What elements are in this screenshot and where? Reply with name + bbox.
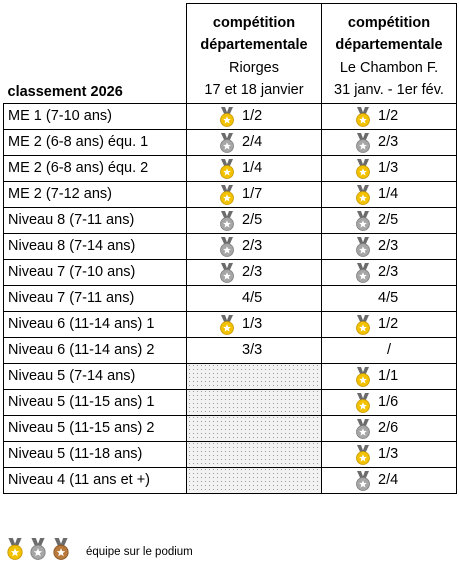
table-row bbox=[4, 207, 457, 233]
result-cell bbox=[187, 181, 322, 207]
table-row bbox=[4, 233, 457, 259]
competition-2-line2: départementale bbox=[335, 37, 443, 53]
result-cell-empty bbox=[187, 389, 322, 415]
result-value: 3/3 bbox=[242, 341, 263, 358]
result-cell-empty bbox=[187, 363, 322, 389]
result-cell bbox=[187, 285, 322, 311]
result-value: 2/4 bbox=[378, 471, 399, 488]
bronze-medal-icon bbox=[50, 538, 72, 560]
table-row bbox=[4, 129, 457, 155]
result-cell bbox=[187, 337, 322, 363]
result-value: 1/4 bbox=[378, 185, 399, 202]
result-value: 1/4 bbox=[242, 159, 263, 176]
result-cell bbox=[187, 129, 322, 155]
table-row bbox=[4, 155, 457, 181]
category-name: Niveau 4 (11 ans et +) bbox=[4, 467, 187, 493]
result-cell bbox=[322, 259, 457, 285]
result-value: 2/3 bbox=[242, 263, 263, 280]
result-value: 1/2 bbox=[242, 107, 263, 124]
category-name: Niveau 7 (7-10 ans) bbox=[4, 259, 187, 285]
result-cell bbox=[187, 259, 322, 285]
result-cell bbox=[187, 311, 322, 337]
result-value: 1/3 bbox=[378, 159, 399, 176]
competition-1-date: 17 et 18 janvier bbox=[204, 82, 304, 98]
competition-header-2 bbox=[322, 4, 457, 104]
result-cell bbox=[322, 337, 457, 363]
competition-2-place: Le Chambon F. bbox=[339, 59, 439, 76]
ranking-table bbox=[3, 3, 457, 494]
table-row bbox=[4, 285, 457, 311]
result-cell-empty bbox=[187, 441, 322, 467]
competition-1-place: Riorges bbox=[229, 59, 279, 76]
result-cell bbox=[187, 233, 322, 259]
result-value: 2/5 bbox=[378, 211, 399, 228]
category-name: Niveau 6 (11-14 ans) 1 bbox=[4, 311, 187, 337]
result-cell bbox=[322, 103, 457, 129]
result-cell bbox=[322, 181, 457, 207]
result-cell bbox=[322, 207, 457, 233]
table-row bbox=[4, 467, 457, 493]
result-cell-empty bbox=[187, 415, 322, 441]
category-name: Niveau 6 (11-14 ans) 2 bbox=[4, 337, 187, 363]
competition-header-1 bbox=[187, 4, 322, 104]
result-cell bbox=[322, 155, 457, 181]
category-name: Niveau 5 (11-15 ans) 2 bbox=[4, 415, 187, 441]
result-cell bbox=[322, 467, 457, 493]
result-value: 2/3 bbox=[378, 133, 399, 150]
result-cell bbox=[322, 415, 457, 441]
result-value: 2/6 bbox=[378, 419, 399, 436]
result-value: 4/5 bbox=[242, 289, 263, 306]
result-value: 1/2 bbox=[378, 315, 399, 332]
result-value: 2/3 bbox=[378, 237, 399, 254]
result-cell bbox=[187, 155, 322, 181]
result-cell bbox=[322, 389, 457, 415]
result-cell-empty bbox=[187, 467, 322, 493]
result-value: 2/3 bbox=[378, 263, 399, 280]
table-row bbox=[4, 389, 457, 415]
result-value: 2/4 bbox=[242, 133, 263, 150]
category-name: ME 2 (7-12 ans) bbox=[4, 181, 187, 207]
competition-1-line1: compétition bbox=[212, 14, 296, 31]
table-row bbox=[4, 441, 457, 467]
result-value: 1/2 bbox=[378, 107, 399, 124]
header-row bbox=[4, 4, 457, 104]
table-row bbox=[4, 337, 457, 363]
competition-2-line1: compétition bbox=[347, 14, 431, 31]
category-name: ME 1 (7-10 ans) bbox=[4, 103, 187, 129]
category-name: Niveau 5 (11-18 ans) bbox=[4, 441, 187, 467]
competition-1-line2: départementale bbox=[200, 37, 308, 53]
legend-text: équipe sur le podium bbox=[86, 545, 193, 558]
table-row bbox=[4, 311, 457, 337]
table-row bbox=[4, 363, 457, 389]
result-value: / bbox=[386, 341, 392, 358]
legend bbox=[4, 538, 193, 565]
category-name: Niveau 8 (7-11 ans) bbox=[4, 207, 187, 233]
result-value: 1/1 bbox=[378, 367, 399, 384]
result-value: 1/3 bbox=[242, 315, 263, 332]
result-cell bbox=[322, 311, 457, 337]
table-row bbox=[4, 415, 457, 441]
competition-2-date: 31 janv. - 1er fév. bbox=[334, 82, 444, 98]
result-value: 2/5 bbox=[242, 211, 263, 228]
result-cell bbox=[187, 103, 322, 129]
result-value: 2/3 bbox=[242, 237, 263, 254]
category-name: ME 2 (6-8 ans) équ. 2 bbox=[4, 155, 187, 181]
result-cell bbox=[322, 129, 457, 155]
category-name: Niveau 7 (7-11 ans) bbox=[4, 285, 187, 311]
result-cell bbox=[187, 207, 322, 233]
result-cell bbox=[322, 441, 457, 467]
gold-medal-icon bbox=[4, 538, 26, 560]
result-cell bbox=[322, 363, 457, 389]
table-row bbox=[4, 181, 457, 207]
category-name: Niveau 8 (7-14 ans) bbox=[4, 233, 187, 259]
result-value: 1/6 bbox=[378, 393, 399, 410]
result-cell bbox=[322, 285, 457, 311]
category-name: ME 2 (6-8 ans) équ. 1 bbox=[4, 129, 187, 155]
category-name: Niveau 5 (11-15 ans) 1 bbox=[4, 389, 187, 415]
table-row bbox=[4, 259, 457, 285]
table-title: classement 2026 bbox=[4, 4, 187, 104]
silver-medal-icon bbox=[27, 538, 49, 560]
result-value: 1/3 bbox=[378, 445, 399, 462]
category-name: Niveau 5 (7-14 ans) bbox=[4, 363, 187, 389]
result-value: 1/7 bbox=[242, 185, 263, 202]
result-cell bbox=[322, 233, 457, 259]
legend-medals bbox=[4, 538, 73, 565]
table-row bbox=[4, 103, 457, 129]
result-value: 4/5 bbox=[378, 289, 399, 306]
